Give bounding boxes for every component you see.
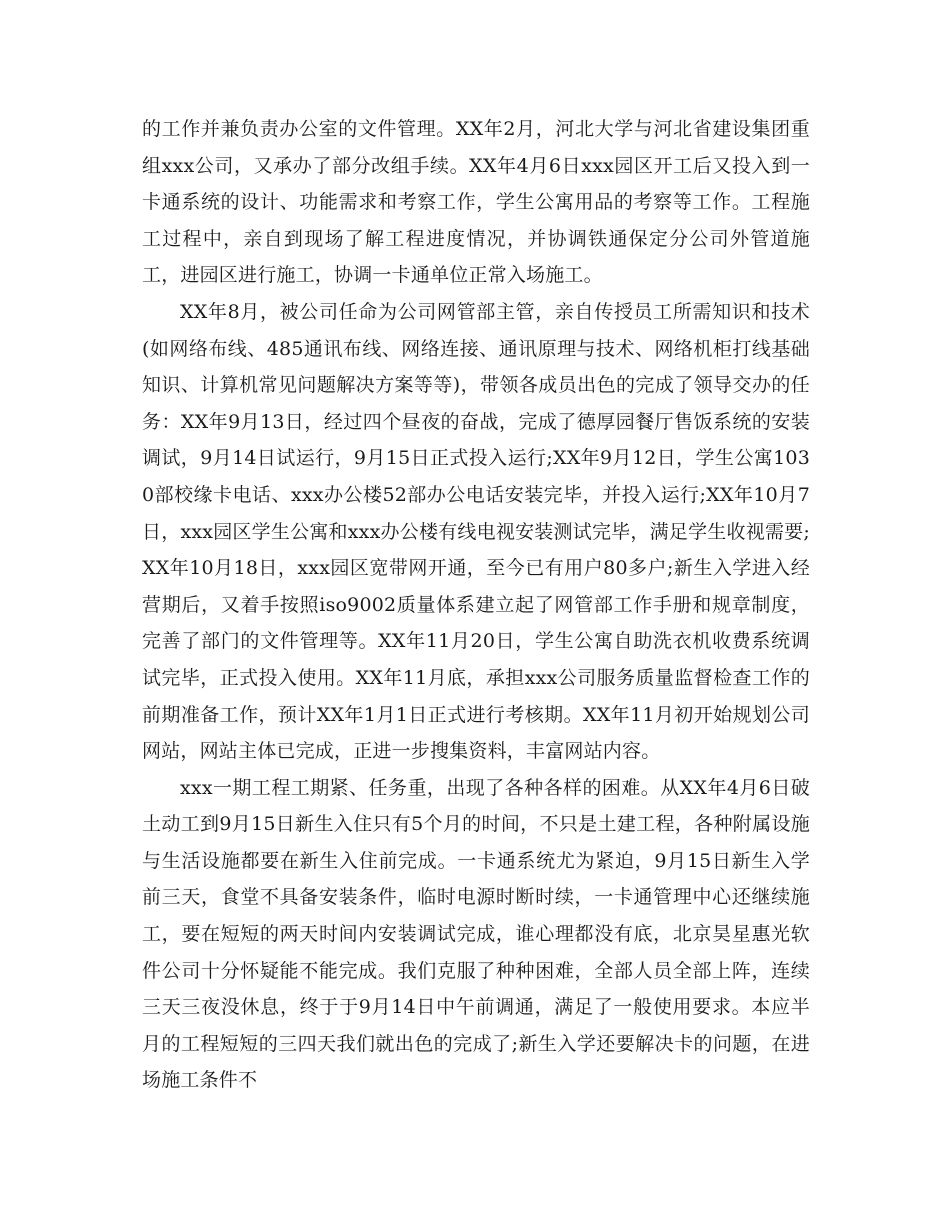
text-line: 三天，食堂不具备安装条件，临时电源时断时续，一卡通管理中心还继续施工， [142,886,811,946]
text-line: 14日试运行，9月15日正式投入运行;XX年9月12日，学生公寓1030部校缘卡电 [142,447,810,506]
text-line: 计算机常见问题解决方案等等)，带领各成员出色的完成了领导交办的任务：XX年 [142,374,810,433]
paragraph-3 [142,770,810,1099]
text-line: 中，亲自到现场了解工程进度情况，并协调铁通保定分公司外管道施工，进园区 [142,227,810,287]
text-line: 十分怀疑能不能完成。我们克服了种种困难，全部人员全部上阵，连续三天三夜 [142,959,810,1019]
text-line: 用。XX年11月底，承担xxx公司服务质量监督检查工作的前期准备工作，预计XX [142,666,810,726]
text-line: XX年8月，被公司任命为公司网管部主管，亲自传授员工所需知识和技术(如 [142,300,810,360]
text-line: 进行施工，协调一卡通单位正常入场施工。 [238,264,603,287]
text-line: 话、xxx办公楼52部办公电话安装完毕，并投入运行;XX年10月7日，xxx园区 [142,483,810,543]
text-line: 要在短短的两天时间内安装调试完成，谁心理都没有底，北京昊星惠光软件公司 [142,923,810,982]
text-line: 日，xxx园区宽带网开通，至今已有用户80多户;新生入学进入经营期后，又着手 [142,557,810,616]
text-line: 学生公寓和xxx办公楼有线电视安装测试完毕，满足学生收视需要;XX年10月18 [142,520,811,580]
text-line: 的工作并兼负责办公室的文件管理。XX年2月，河北大学与河北省建设集团重组 [142,118,810,177]
paragraph-1 [142,111,810,294]
text-line: 短的三四天我们就出色的完成了;新生入学还要解决卡的问题，在进场施工条件不 [142,1032,810,1092]
paragraph-2 [142,294,810,770]
text-line: 与生活设施都要在新生入住前完成。一卡通系统尤为紧迫，9月15日新生入学前 [142,849,810,909]
document-body [142,111,810,1099]
text-line: 年1月1日正式进行考核期。XX年11月初开始规划公司网站，网站主体已完成， [142,703,810,763]
text-line: xxx一期工程工期紧、任务重，出现了各种各样的困难。从XX年4月6日破 [180,776,810,799]
text-line: 土动工到9月15日新生入住只有5个月的时间，不只是土建工程，各种附属设施 [142,813,810,836]
text-line: 系统的设计、功能需求和考察工作，学生公寓用品的考察等工作。工程施工过程 [142,191,810,250]
text-line: xxx公司，又承办了部分改组手续。XX年4月6日xxx园区开工后又投入到一卡通 [142,154,810,214]
text-line: 正进一步搜集资料，丰富网站内容。 [353,740,661,763]
text-line: 没休息，终于于9月14日中午前调通，满足了一般使用要求。本应半月的工程短 [142,996,810,1055]
text-line: 管理等。XX年11月20日，学生公寓自助洗衣机收费系统调试完毕，正式投入使 [142,630,810,689]
text-line: 按照iso9002质量体系建立起了网管部工作手册和规章制度，完善了部门的文件 [142,593,811,653]
text-line: 网络布线、485通讯布线、网络连接、通讯原理与技术、网络机柜打线基础知识、 [142,337,810,397]
text-line: 9月13日，经过四个昼夜的奋战，完成了德厚园餐厅售饭系统的安装调试，9月 [142,410,811,470]
